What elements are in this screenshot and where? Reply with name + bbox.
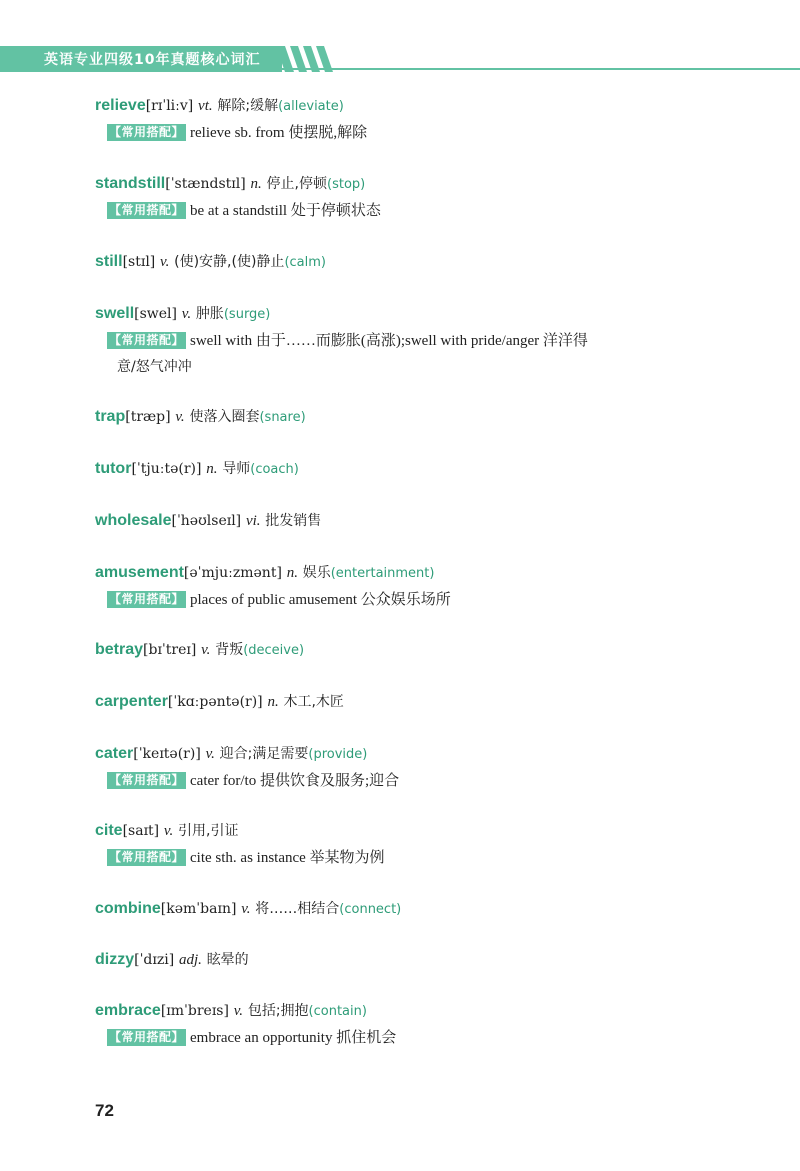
collocation-tag: 【常用搭配】 bbox=[109, 773, 185, 787]
entry-collocation: relieve sb. from 使摆脱,解除 bbox=[190, 125, 368, 141]
header-title: 英语专业四级10年真题核心词汇 bbox=[44, 52, 261, 68]
page-header bbox=[0, 46, 800, 72]
entry-word: swell bbox=[95, 305, 135, 322]
entry-word: amusement bbox=[95, 564, 184, 581]
entry-collocation: swell with 由于……而膨胀(高涨);swell with pride/anger 洋洋得 bbox=[190, 333, 588, 349]
entry-ipa: [træp] bbox=[125, 409, 171, 425]
entry-pos: v. bbox=[181, 306, 192, 322]
entry-synonym: (surge) bbox=[223, 307, 271, 322]
entry-meaning: 引用,引证 bbox=[178, 823, 239, 839]
entry-ipa: [ˈkɑːpəntə(r)] bbox=[167, 694, 263, 710]
entry-word: trap bbox=[95, 408, 126, 425]
entry-collocation: be at a standstill 处于停顿状态 bbox=[190, 203, 381, 219]
entry-synonym: (snare) bbox=[259, 410, 306, 425]
entry-meaning: 解除;缓解 bbox=[217, 98, 279, 114]
entry-pos: v. bbox=[205, 746, 215, 762]
entry-collocation-continued: 意/怒气冲冲 bbox=[117, 359, 192, 375]
entry-meaning: 肿胀 bbox=[195, 306, 224, 322]
entry-ipa: [saɪt] bbox=[122, 823, 160, 839]
entry-meaning: 停止,停顿 bbox=[266, 176, 327, 192]
entry-ipa: [ˈhəʊlseɪl] bbox=[171, 513, 242, 529]
entry-word: cater bbox=[95, 745, 134, 762]
entry-meaning: (使)安静,(使)静止 bbox=[174, 254, 285, 270]
page-number: 72 bbox=[95, 1101, 114, 1120]
entry-pos: v. bbox=[241, 901, 251, 917]
entry-meaning: 背叛 bbox=[215, 642, 244, 658]
entry-pos: v. bbox=[160, 254, 170, 270]
collocation-tag: 【常用搭配】 bbox=[109, 203, 185, 217]
entry-meaning: 将……相结合 bbox=[255, 901, 340, 917]
entry-synonym: (contain) bbox=[308, 1004, 367, 1019]
entry-ipa: [ˈkeɪtə(r)] bbox=[133, 746, 201, 762]
entry-pos: adj. bbox=[178, 952, 202, 968]
entry-meaning: 使落入圈套 bbox=[189, 409, 260, 425]
entry-synonym: (alleviate) bbox=[278, 99, 344, 114]
entry-word: embrace bbox=[95, 1002, 161, 1019]
entry-word: still bbox=[95, 253, 123, 270]
entry-collocation: embrace an opportunity 抓住机会 bbox=[190, 1030, 397, 1046]
entry-ipa: [ɪmˈbreɪs] bbox=[160, 1003, 229, 1019]
entry-word: relieve bbox=[95, 97, 146, 114]
entry-collocation: places of public amusement 公众娱乐场所 bbox=[190, 592, 451, 608]
entry-meaning: 娱乐 bbox=[302, 565, 331, 581]
entry-ipa: [rɪˈliːv] bbox=[145, 98, 194, 114]
entry-synonym: (provide) bbox=[308, 747, 368, 762]
collocation-tag: 【常用搭配】 bbox=[109, 125, 185, 139]
entry-pos: v. bbox=[163, 823, 174, 839]
entry-word: betray bbox=[95, 641, 144, 658]
entry-meaning: 包括;拥抱 bbox=[247, 1003, 309, 1019]
entry-pos: n. bbox=[286, 565, 298, 581]
entry-synonym: (coach) bbox=[250, 462, 299, 477]
collocation-tag: 【常用搭配】 bbox=[109, 592, 185, 606]
entry-word: cite bbox=[95, 822, 123, 839]
entry-meaning: 导师 bbox=[222, 461, 251, 477]
entry-pos: vt. bbox=[198, 98, 213, 114]
entry-meaning: 木工,木匠 bbox=[283, 694, 344, 710]
entry-synonym: (stop) bbox=[327, 177, 366, 192]
entry-synonym: (connect) bbox=[339, 902, 402, 917]
entry-pos: v. bbox=[233, 1003, 244, 1019]
entry-ipa: [ˈstændstɪl] bbox=[165, 176, 246, 192]
entry-meaning: 迎合;满足需要 bbox=[219, 746, 309, 762]
entry-ipa: [swel] bbox=[134, 306, 177, 322]
entry-ipa: [stɪl] bbox=[122, 254, 156, 270]
entry-synonym: (deceive) bbox=[243, 643, 305, 658]
entry-pos: n. bbox=[206, 461, 218, 477]
entry-ipa: [ˈdɪzi] bbox=[134, 952, 175, 968]
entry-ipa: [kəmˈbaɪn] bbox=[160, 901, 237, 917]
entry-pos: n. bbox=[250, 176, 262, 192]
entry-ipa: [əˈmjuːzmənt] bbox=[183, 565, 282, 581]
entry-meaning: 眩晕的 bbox=[206, 952, 249, 968]
collocation-tag: 【常用搭配】 bbox=[109, 1030, 185, 1044]
entry-ipa: [ˈtjuːtə(r)] bbox=[131, 461, 202, 477]
entry-pos: n. bbox=[267, 694, 279, 710]
entry-synonym: (entertainment) bbox=[330, 566, 435, 581]
entry-word: carpenter bbox=[95, 693, 168, 710]
entry-word: tutor bbox=[95, 460, 132, 477]
entry-word: wholesale bbox=[95, 512, 172, 529]
entry-word: combine bbox=[95, 900, 161, 917]
entry-pos: v. bbox=[201, 642, 211, 658]
entry-word: standstill bbox=[95, 175, 166, 192]
collocation-tag: 【常用搭配】 bbox=[109, 333, 185, 347]
collocation-tag: 【常用搭配】 bbox=[109, 850, 185, 864]
entry-collocation: cite sth. as instance 举某物为例 bbox=[190, 850, 385, 866]
header-rule bbox=[282, 68, 800, 70]
entry-word: dizzy bbox=[95, 951, 135, 968]
entry-collocation: cater for/to 提供饮食及服务;迎合 bbox=[190, 773, 400, 789]
entry-meaning: 批发销售 bbox=[265, 513, 322, 529]
entry-pos: vi. bbox=[245, 513, 261, 529]
entry-ipa: [bɪˈtreɪ] bbox=[143, 642, 197, 658]
entry-synonym: (calm) bbox=[284, 255, 326, 270]
entry-pos: v. bbox=[175, 409, 185, 425]
